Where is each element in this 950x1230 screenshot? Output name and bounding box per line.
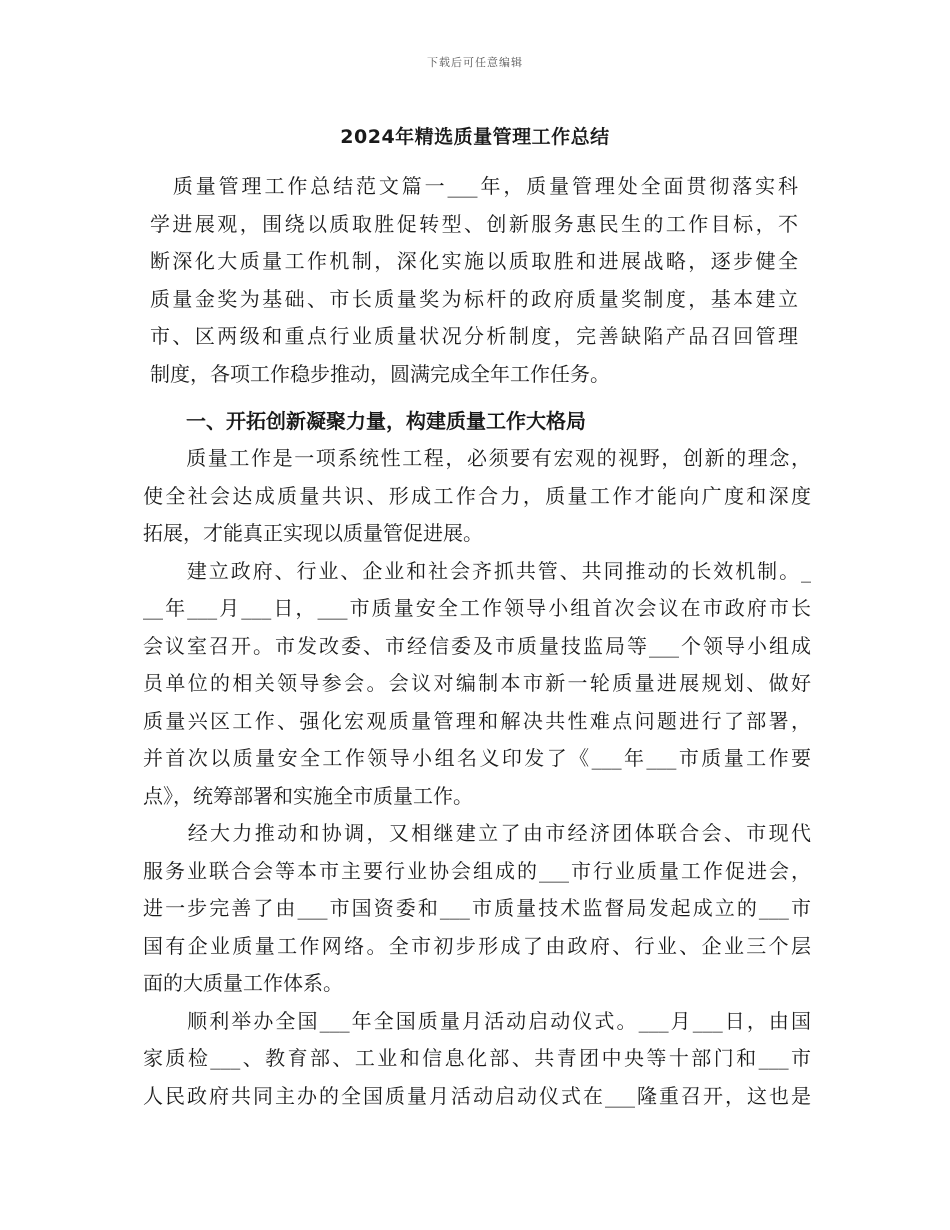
text-line: 学进展观，围绕以质取胜促转型、创新服务惠民生的工作目标，不 [150,211,798,236]
text-line: 建立政府、行业、企业和社会齐抓共管、共同推动的长效机制。_ [143,558,811,583]
text-line: 质量金奖为基础、市长质量奖为标杆的政府质量奖制度，基本建立 [150,286,798,311]
text-line: 断深化大质量工作机制，深化实施以质取胜和进展战略，逐步健全 [150,249,798,273]
body-text [143,440,811,1115]
intro-paragraph [150,168,798,393]
text-line: 使全社会达成质量共识、形成工作合力，质量工作才能向广度和深度 [143,483,811,508]
text-line: 经大力推动和协调，又相继建立了由市经济团体联合会、市现代 [143,821,811,845]
text-line: 点》，统筹部署和实施全市质量工作。 [143,783,473,808]
text-line: 并首次以质量安全工作领导小组名义印发了《___年___市质量工作要 [143,746,811,770]
section-heading: 一、开拓创新凝聚力量，构建质量工作大格局 [186,409,586,433]
text-line: 员单位的相关领导参会。会议对编制本市新一轮质量进展规划、做好 [143,671,811,695]
text-line: 会议室召开。市发改委、市经信委及市质量技监局等___个领导小组成 [143,633,811,658]
text-line: 质量管理工作总结范文篇一___年，质量管理处全面贯彻落实科 [150,174,798,198]
document-title: 2024年精选质量管理工作总结 [340,126,610,148]
text-line: 市、区两级和重点行业质量状况分析制度，完善缺陷产品召回管理 [150,324,798,348]
text-line: 国有企业质量工作网络。全市初步形成了由政府、行业、企业三个层 [143,933,811,958]
text-line: 面的大质量工作体系。 [143,971,343,995]
text-line: 家质检___、教育部、工业和信息化部、共青团中央等十部门和___市 [143,1046,811,1070]
text-line: 进一步完善了由___市国资委和___市质量技术监督局发起成立的___市 [143,896,811,920]
page-header-note: 下载后可任意编辑 [427,56,523,69]
text-line: 质量工作是一项系统性工程，必须要有宏观的视野，创新的理念， [143,446,811,470]
text-line: 质量兴区工作、强化宏观质量管理和解决共性难点问题进行了部署， [143,708,811,733]
text-line: 顺利举办全国___年全国质量月活动启动仪式。___月___日，由国 [143,1008,811,1033]
text-line: 制度，各项工作稳步推动，圆满完成全年工作任务。 [150,361,610,386]
text-line: 拓展，才能真正实现以质量管促进展。 [143,521,483,545]
text-line: 人民政府共同主办的全国质量月活动启动仪式在___隆重召开，这也是 [143,1083,811,1108]
text-line: 服务业联合会等本市主要行业协会组成的___市行业质量工作促进会， [143,858,811,883]
text-line: __年___月___日，___市质量安全工作领导小组首次会议在市政府市长 [143,596,811,620]
